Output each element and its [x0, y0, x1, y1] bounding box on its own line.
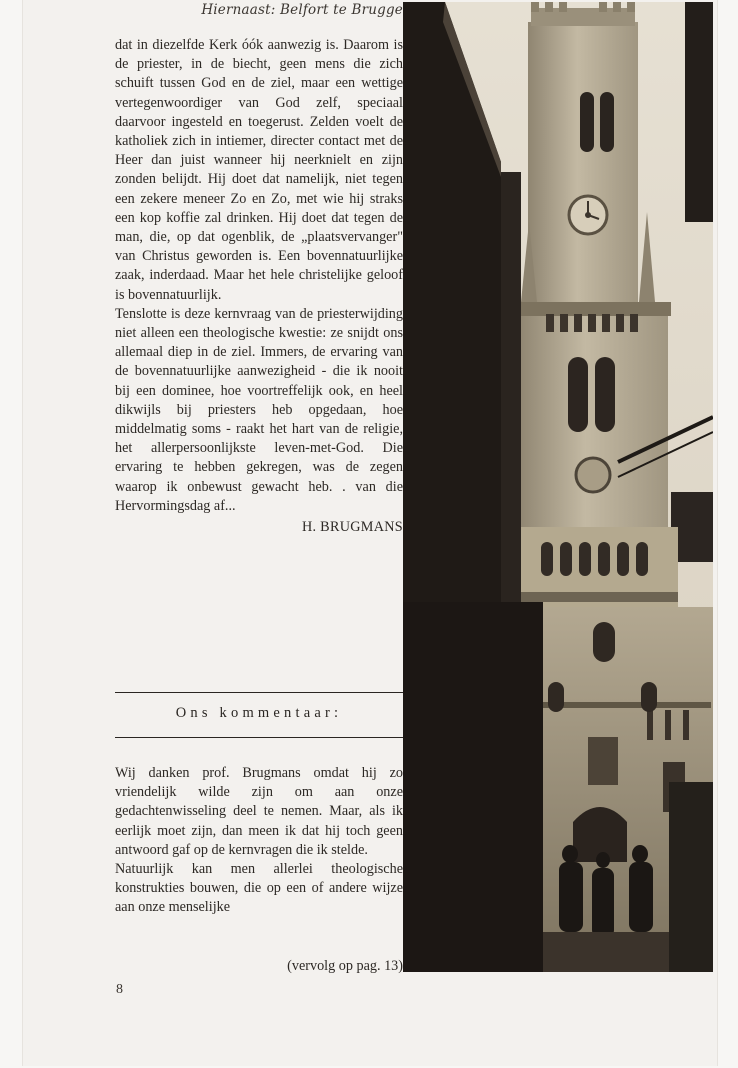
belfry-tower-image	[403, 2, 713, 972]
commentary-column	[115, 764, 403, 918]
page-number: 8	[116, 982, 123, 997]
commentary-paragraph: Natuurlijk kan men allerlei theologische konstrukties bouwen, die op een of andere wijze aan onze menselijke	[115, 861, 403, 916]
divider-top	[115, 692, 403, 693]
article-paragraph: Tenslotte is deze kernvraag van de priesterwijding niet alleen een theologische kwestie: ze snijdt ons allemaal diep in de ziel. Immers, de ervaring van de bovennatuurlijke aanwezigheid - die ik nooit bij een dominee, hoe voortreffelijk ook, en heel dikwijls bij priesters heb opgedaan, hoe middelmatig soms - raakt het hart van de religie, het allerpersoonlijkste leven-met-God. Die ervaring te hebben gekregen, was de zegen waarop ik onbewust gewacht heb. . van die Hervormingsdag af...	[115, 305, 403, 514]
commentary-paragraph: Wij danken prof. Brugmans omdat hij zo vriendelijk wilde zijn om aan onze gedachtenwisseling deel te nemen. Maar, als ik eerlijk moet zijn, dan meen ik dat hij toch geen antwoord gaf op de kernvragen die ik stelde.	[115, 765, 403, 858]
divider-bottom	[115, 737, 403, 738]
photo-caption: Hiernaast: Belfort te Brugge	[201, 2, 403, 18]
continued-note: (vervolg op pag. 13)	[287, 958, 403, 974]
section-heading: Ons kommentaar:	[175, 705, 343, 721]
author-signature: H. BRUGMANS	[301, 519, 403, 536]
article-column	[115, 36, 403, 537]
article-paragraph: dat in diezelfde Kerk óók aanwezig is. Daarom is de priester, in de biecht, geen mens die zich schuift tussen God en de ziel, maar een wettige vertegenwoordiger van God zelf, speciaal daarvoor ingesteld en toegerust. Zelden voelt de katholiek zich in intiemer, directer contact met de Heer dan juist wanneer hij neerknielt en zijn zonden belijdt. Hij doet dat namelijk, niet tegen een zekere meneer Zo en Zo, met wie hij straks een kop koffie zal drinken. Hij doet dat tegen de man, die, op dat ogenblik, de „plaatsvervanger" van Christus geworden is. Een bovennatuurlijke zaak, inderdaad. Maar het hele christelijke geloof is bovennatuurlijk.	[115, 37, 403, 303]
belfry-photo	[403, 2, 713, 972]
